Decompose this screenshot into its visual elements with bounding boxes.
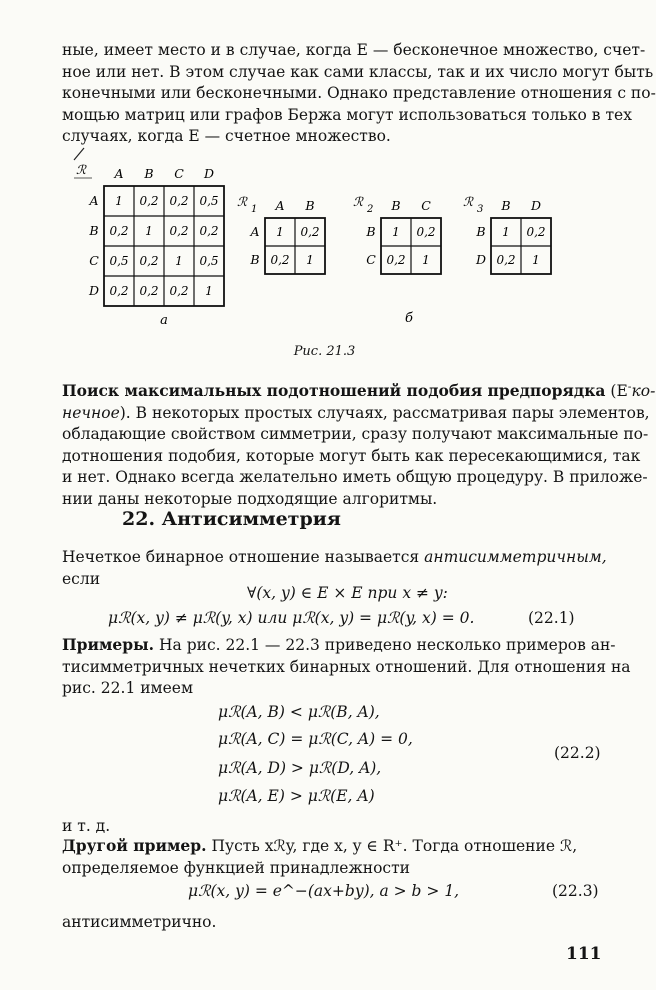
line-rest: На рис. 22.1 — 22.3 приведено несколько примеров ан- xyxy=(159,636,616,654)
row-header: A xyxy=(89,193,99,208)
page-number: 111 xyxy=(566,944,602,964)
text-line: рис. 22.1 имеем xyxy=(62,679,194,697)
matrix-cell: 0,2 xyxy=(109,284,129,298)
matrix-cell: 0,2 xyxy=(300,225,320,239)
formula-line: μℛ(A, C) = μℛ(C, A) = 0, xyxy=(218,730,413,748)
column-header: D xyxy=(203,166,215,181)
matrix-cell: 1 xyxy=(306,253,314,267)
figure-21-3 xyxy=(0,140,649,340)
row-header: B xyxy=(89,223,99,238)
matrix-subscript: 3 xyxy=(477,204,484,215)
text-line: и нет. Однако всегда желательно иметь общую процедуру. В приложе- xyxy=(62,468,648,487)
matrix-cell: 0,2 xyxy=(386,253,406,267)
matrix-cell: 0,2 xyxy=(526,225,546,239)
matrix-cell: 1 xyxy=(502,225,510,239)
equation-number: (22.2) xyxy=(554,744,601,762)
matrix-cell: 0,2 xyxy=(270,253,290,267)
italic-note: ко- xyxy=(631,382,656,401)
e-mark: - xyxy=(627,380,632,393)
text-line: и т. д. xyxy=(62,817,111,835)
text-line: дотношения подобия, которые могут быть как пересекающимися, так xyxy=(62,446,641,465)
text-line xyxy=(62,403,650,425)
matrix-cell: 1 xyxy=(392,225,400,239)
arrow-mark xyxy=(74,148,84,160)
text-line: определяемое функцией принадлежности xyxy=(62,858,410,877)
text-line: ное или нет. В этом случае как сами классы, так и их число могут быть xyxy=(62,62,654,81)
text-line: тисимметричных нечетких бинарных отношений. Для отношения на xyxy=(62,657,631,676)
row-header: C xyxy=(366,252,376,267)
text-line: антисимметрично. xyxy=(62,913,217,931)
row-header: B xyxy=(366,224,376,239)
matrix-cell: 1 xyxy=(276,225,284,239)
matrix-cell: 0,2 xyxy=(169,224,189,238)
matrix-cell: 0,2 xyxy=(496,253,516,267)
row-header: B xyxy=(476,224,486,239)
row-header: A xyxy=(250,224,260,239)
text-line: если xyxy=(62,569,101,588)
text-line xyxy=(62,376,656,403)
label-b: б xyxy=(405,311,413,326)
examples-paragraph xyxy=(62,634,631,700)
matrix-symbol: ℛ xyxy=(463,194,473,209)
matrix-cell: 0,2 xyxy=(169,284,189,298)
matrix-symbol: ℛ xyxy=(353,194,363,209)
column-header: B xyxy=(305,198,315,213)
text-line: ные, имеет место и в случае, когда E — бесконечное множество, счет- xyxy=(62,41,646,59)
column-header: B xyxy=(501,198,511,213)
definition-term: антисимметричным, xyxy=(424,548,607,566)
column-header: C xyxy=(174,166,184,181)
formula-line: μℛ(A, E) > μℛ(E, A) xyxy=(218,787,375,805)
column-header: A xyxy=(114,166,124,181)
other-example-paragraph xyxy=(62,835,598,879)
matrix-cell: 1 xyxy=(115,194,123,208)
text-line: мощью матриц или графов Бержа могут использоваться только в тех xyxy=(62,105,632,124)
matrix-cell: 1 xyxy=(175,254,183,268)
text-line: обладающие свойством симметрии, сразу получают максимальные по- xyxy=(62,425,649,444)
column-header: D xyxy=(530,198,542,213)
section-title: 22. Антисимметрия xyxy=(122,508,341,530)
formula-line: μℛ(A, D) > μℛ(D, A), xyxy=(218,759,382,777)
matrix-cell: 1 xyxy=(145,224,153,238)
equation-number: (22.1) xyxy=(528,609,575,627)
other-bold: Другой пример. xyxy=(62,836,207,855)
matrix-cell: 0,2 xyxy=(139,254,159,268)
text-line xyxy=(62,547,607,569)
text-line xyxy=(62,634,616,657)
equation-number: (22.3) xyxy=(552,882,599,900)
bold-lead: Поиск максимальных подотношений подобия предпорядка xyxy=(62,381,606,401)
column-header: A xyxy=(275,198,285,213)
line-rest: Пусть xℛy, где x, y ∈ R⁺. Тогда отношение ℛ, xyxy=(211,837,578,855)
figure-caption: Рис. 21.3 xyxy=(293,344,356,359)
matrix-symbol: ℛ xyxy=(237,194,247,209)
formula-22-3: μℛ(x, y) = e^−(ax+by), a > b > 1, xyxy=(188,882,460,900)
row-header: D xyxy=(475,252,487,267)
formula-line: μℛ(A, B) < μℛ(B, A), xyxy=(218,703,380,721)
matrix-cell: 0,2 xyxy=(109,224,129,238)
formula-22-1: μℛ(x, y) ≠ μℛ(y, x) или μℛ(x, y) = μℛ(y, x) = 0. xyxy=(108,609,475,627)
examples-bold: Примеры. xyxy=(62,635,155,654)
matrix-cell: 1 xyxy=(205,284,213,298)
paren-close: ). xyxy=(119,403,131,422)
quantifier-formula: ∀(x, y) ∈ E × E при x ≠ y: xyxy=(247,584,448,602)
column-header: B xyxy=(391,198,401,213)
label-a: a xyxy=(160,313,168,328)
line-rest: В некоторых простых случаях, рассматривая пары элементов, xyxy=(135,403,650,422)
matrix-cell: 0,5 xyxy=(199,254,219,268)
matrix-symbol: ℛ xyxy=(76,162,86,177)
row-header: C xyxy=(89,253,99,268)
matrix-cell: 0,5 xyxy=(199,194,219,208)
matrix-cell: 0,2 xyxy=(416,225,436,239)
matrix-cell: 0,2 xyxy=(199,224,219,238)
matrix-cell: 0,2 xyxy=(169,194,189,208)
matrix-subscript: 2 xyxy=(367,204,374,215)
text-line xyxy=(62,835,598,858)
text-line: нии даны некоторые подходящие алгоритмы. xyxy=(62,489,438,508)
column-header: C xyxy=(421,198,431,213)
intro-paragraph xyxy=(62,40,656,148)
row-header: B xyxy=(250,252,260,267)
matrix-subscript: 1 xyxy=(251,204,258,215)
search-paragraph xyxy=(62,376,656,510)
italic-note-cont: нечное xyxy=(62,403,120,422)
matrix-cell: 1 xyxy=(422,253,430,267)
paren-open: (E xyxy=(610,382,628,401)
column-header: B xyxy=(144,166,154,181)
text-line: конечными или бесконечными. Однако представление отношения с по- xyxy=(62,84,656,102)
matrix-cell: 0,5 xyxy=(109,254,129,268)
text-line: случаях, когда E — счетное множество. xyxy=(62,127,391,145)
definition-lead: Нечеткое бинарное отношение называется xyxy=(62,548,420,566)
matrix-cell: 1 xyxy=(532,253,540,267)
matrix-cell: 0,2 xyxy=(139,284,159,298)
matrix-cell: 0,2 xyxy=(139,194,159,208)
closing-line xyxy=(62,912,598,934)
row-header: D xyxy=(88,283,100,298)
